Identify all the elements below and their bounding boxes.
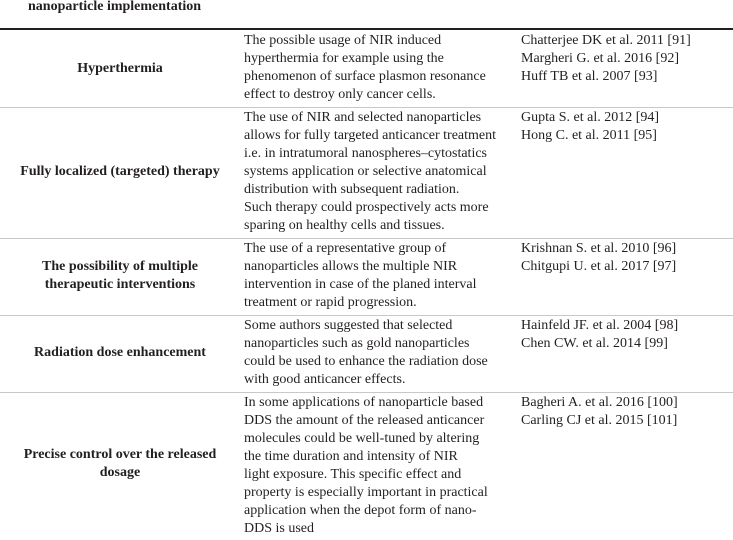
description-line: phenomenon of surface plasmon resonance — [244, 69, 486, 84]
table-row — [0, 394, 733, 540]
row-divider — [0, 107, 733, 108]
advantage-line: Radiation dose enhancement — [34, 345, 206, 360]
description-line: could be used to enhance the radiation dose — [244, 354, 488, 369]
description-line: property is especially important in practical — [244, 485, 488, 500]
description-cell — [244, 32, 516, 104]
description-cell — [244, 317, 516, 389]
references-cell — [521, 317, 733, 353]
reference-line: Hainfeld JF. et al. 2004 [98] — [521, 318, 679, 333]
header-rule — [0, 28, 733, 30]
references-cell — [521, 240, 733, 276]
description-cell — [244, 109, 516, 235]
reference-line: Carling CJ et al. 2015 [101] — [521, 413, 678, 428]
reference-line: Chitgupi U. et al. 2017 [97] — [521, 259, 677, 274]
description-line: molecules could be well-tuned by altering — [244, 431, 480, 446]
table-row — [0, 109, 733, 237]
references-cell — [521, 109, 733, 145]
reference-line: Hong C. et al. 2011 [95] — [521, 128, 657, 143]
description-line: DDS is used — [244, 521, 315, 536]
advantage-cell — [0, 163, 240, 181]
description-cell — [244, 394, 516, 538]
advantage-line: therapeutic interventions — [44, 277, 196, 292]
description-line: hyperthermia for example using the — [244, 51, 444, 66]
description-line: In some applications of nanoparticle based — [244, 395, 484, 410]
description-line: The possible usage of NIR induced — [244, 33, 442, 48]
advantage-line: The possibility of multiple — [42, 259, 198, 274]
description-line: sparing on healthy cells and tissues. — [244, 218, 445, 233]
advantage-cell — [0, 60, 240, 78]
reference-line: Huff TB et al. 2007 [93] — [521, 69, 658, 84]
description-line: Some authors suggested that selected — [244, 318, 453, 333]
description-line: DDS the amount of the released anticancer — [244, 413, 485, 428]
row-divider — [0, 392, 733, 393]
advantage-line: Fully localized (targeted) therapy — [20, 164, 220, 179]
description-line: the time duration and intensity of NIR — [244, 449, 458, 464]
description-line: nanoparticles such as gold nanoparticles — [244, 336, 470, 351]
description-line: intervention in case of the planed interval — [244, 277, 477, 292]
reference-line: Bagheri A. et al. 2016 [100] — [521, 395, 678, 410]
table-header — [0, 0, 733, 30]
description-line: treatment or rapid progression. — [244, 295, 417, 310]
description-line: allows for fully targeted anticancer treatment — [244, 128, 497, 143]
references-cell — [521, 32, 733, 86]
table-header-title: nanoparticle implementation — [28, 0, 202, 14]
table-row — [0, 32, 733, 106]
advantage-line: dosage — [99, 465, 141, 480]
description-line: The use of a representative group of — [244, 241, 447, 256]
advantage-line: Precise control over the released — [23, 447, 217, 462]
reference-line: Margheri G. et al. 2016 [92] — [521, 51, 679, 66]
advantage-cell — [0, 446, 240, 482]
description-line: with good anticancer effects. — [244, 372, 406, 387]
description-line: distribution with subsequent radiation. — [244, 182, 460, 197]
reference-line: Krishnan S. et al. 2010 [96] — [521, 241, 677, 256]
description-line: Such therapy could prospectively acts more — [244, 200, 489, 215]
table-row — [0, 240, 733, 314]
row-divider — [0, 238, 733, 239]
description-line: application when the depot form of nano- — [244, 503, 477, 518]
description-line: effect to destroy only cancer cells. — [244, 87, 436, 102]
description-line: The use of NIR and selected nanoparticles — [244, 110, 482, 125]
description-line: nanoparticles allows the multiple NIR — [244, 259, 458, 274]
table-row — [0, 317, 733, 391]
description-cell — [244, 240, 516, 312]
description-line: light exposure. This specific effect and — [244, 467, 462, 482]
advantage-cell — [0, 258, 240, 294]
advantage-cell — [0, 344, 240, 362]
references-cell — [521, 394, 733, 430]
description-line: i.e. in intratumoral nanospheres–cytostatics — [244, 146, 487, 161]
reference-line: Chatterjee DK et al. 2011 [91] — [521, 33, 691, 48]
description-line: systems application or selective anatomical — [244, 164, 487, 179]
row-divider — [0, 315, 733, 316]
reference-line: Chen CW. et al. 2014 [99] — [521, 336, 668, 351]
advantage-line: Hyperthermia — [77, 61, 163, 76]
reference-line: Gupta S. et al. 2012 [94] — [521, 110, 660, 125]
